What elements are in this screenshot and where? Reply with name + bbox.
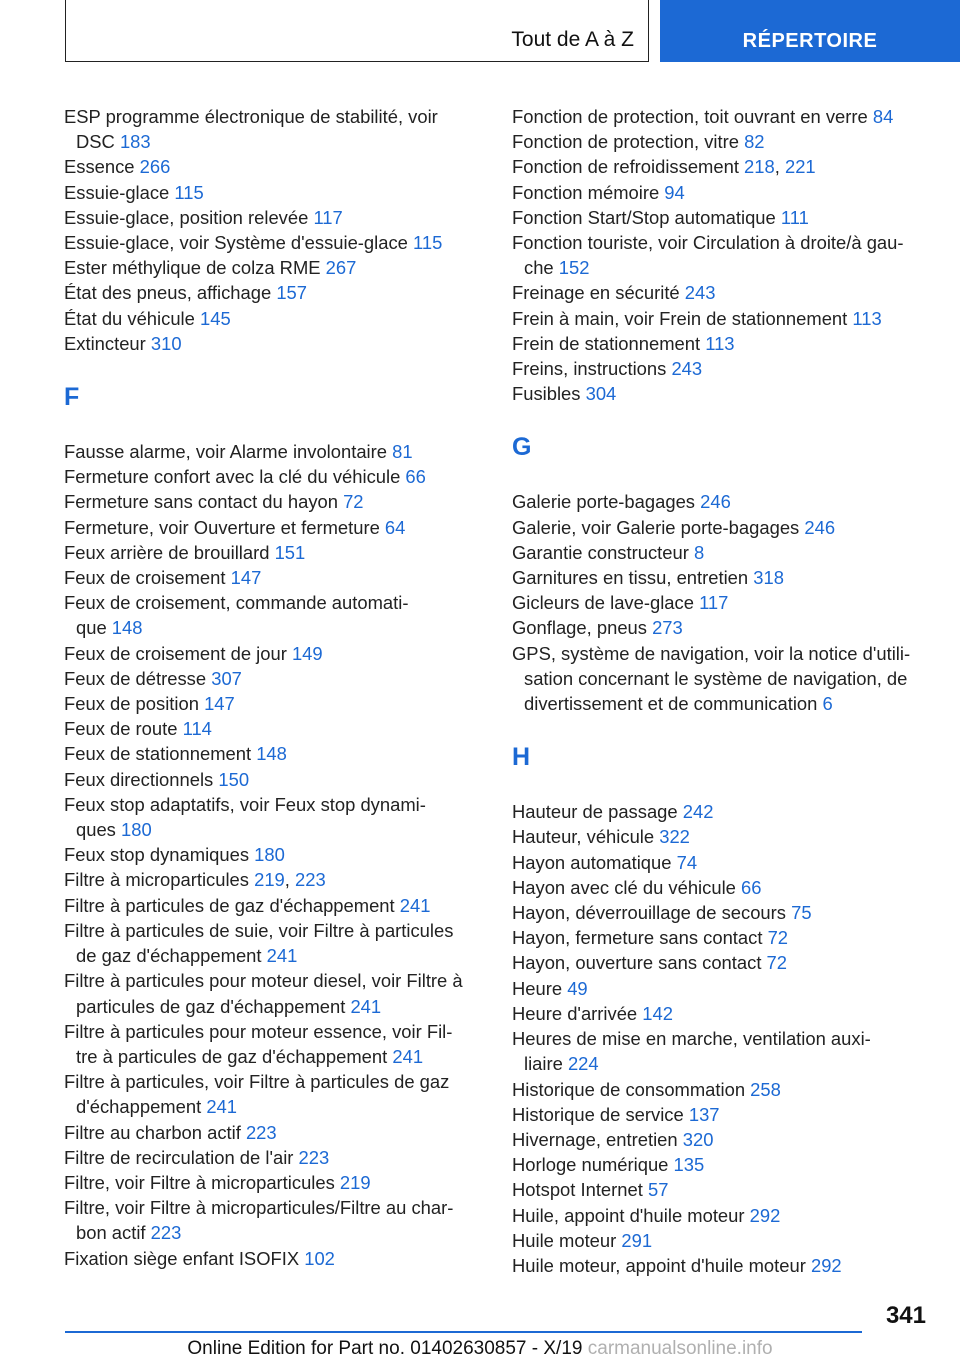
index-entry	[512, 205, 958, 230]
page-link[interactable]: 113	[852, 307, 882, 329]
index-entry	[64, 918, 504, 968]
index-column-right	[512, 104, 958, 1278]
entry-text: Feux directionnels	[64, 768, 219, 790]
entry-text: Fermeture confort avec la clé du véhicule	[64, 466, 406, 488]
index-entry	[64, 741, 504, 766]
page-link[interactable]: 218	[744, 156, 775, 178]
watermark: carmanualsonline.info	[587, 1338, 773, 1359]
entry-text: Fonction Start/Stop automatique	[512, 206, 781, 228]
entry-text: Fermeture sans contact du hayon	[64, 491, 344, 513]
index-entry	[64, 515, 504, 540]
index-entry	[512, 129, 958, 154]
entry-text: Extincteur	[64, 332, 151, 354]
index-entry	[64, 464, 504, 489]
page-link[interactable]: 292	[749, 1204, 781, 1226]
entry-text: Essuie-glace, position relevée	[64, 206, 314, 228]
entry-text: Filtre de recirculation de l'air	[64, 1146, 299, 1168]
page-link[interactable]: 84	[872, 106, 894, 127]
index-entry	[512, 306, 958, 331]
entry-text: Fonction de refroidissement	[512, 156, 745, 178]
page-link[interactable]: 142	[642, 1002, 673, 1024]
index-entry	[64, 489, 504, 514]
page-link[interactable]: 64	[384, 516, 406, 538]
entry-text: Fonction de protection, toit ouvrant en verre	[512, 106, 873, 127]
index-entry	[64, 104, 504, 154]
page-link[interactable]: 81	[392, 441, 413, 463]
entry-text: Freinage en sécurité	[512, 282, 685, 304]
index-entry	[64, 716, 504, 741]
index-entry	[64, 792, 504, 842]
page-link[interactable]: 292	[810, 1254, 842, 1276]
entry-text: État des pneus, affichage	[64, 282, 277, 304]
index-entry	[512, 1026, 958, 1076]
index-entry	[64, 1170, 504, 1195]
index-entry	[64, 641, 504, 666]
index-entry	[64, 767, 504, 792]
index-entry	[64, 691, 504, 716]
entry-text: Hauteur de passage	[512, 801, 683, 823]
index-letter-heading: H	[512, 743, 531, 772]
page-link[interactable]: 115	[174, 181, 204, 203]
index-entry	[512, 180, 958, 205]
entry-text: Filtre à particules pour moteur diesel, voir Filtre à	[64, 970, 463, 992]
entry-text: Garantie constructeur	[512, 541, 694, 563]
page-link[interactable]: 111	[780, 206, 809, 228]
entry-text: Feux de stationnement	[64, 743, 257, 765]
index-entry	[512, 925, 958, 950]
entry-text: Filtre, voir Filtre à microparticules/Filtre au char‐	[64, 1197, 454, 1219]
index-entry	[64, 255, 504, 280]
index-entry	[512, 976, 958, 1001]
page-link[interactable]: 267	[325, 257, 357, 279]
page-link[interactable]: 145	[199, 307, 231, 329]
index-entry	[64, 1120, 504, 1145]
index-entry	[512, 489, 958, 514]
page-link[interactable]: 94	[664, 181, 685, 203]
index-entry	[512, 565, 958, 590]
index-column-left	[64, 104, 504, 1271]
entry-text: Feux de position	[64, 693, 205, 715]
page-link[interactable]: 147	[204, 693, 235, 715]
page-link[interactable]: 147	[230, 567, 262, 589]
entry-text: Huile moteur, appoint d'huile moteur	[512, 1254, 811, 1276]
index-entry	[64, 893, 504, 918]
entry-text: Filtre au charbon actif	[64, 1121, 246, 1143]
index-entry	[512, 641, 958, 717]
index-entry	[512, 104, 958, 129]
tab-index-label: Tout de A à Z	[511, 28, 634, 51]
index-entry	[512, 1001, 958, 1026]
entry-text: Frein à main, voir Frein de stationnement	[512, 307, 853, 329]
index-entry	[512, 799, 958, 824]
entry-text: bon actif	[76, 1222, 151, 1244]
index-entry	[64, 306, 504, 331]
index-entry	[512, 950, 958, 975]
entry-text: Hauteur, véhicule	[512, 826, 660, 848]
page-number: 341	[885, 1302, 926, 1329]
index-entry	[512, 900, 958, 925]
page-link[interactable]: 318	[753, 567, 784, 589]
entry-text: Fonction mémoire	[512, 181, 665, 203]
entry-text: Feux de croisement	[64, 567, 231, 589]
entry-text: Huile moteur	[512, 1229, 622, 1251]
entry-text: Hayon automatique	[512, 851, 677, 873]
entry-text: che	[524, 257, 559, 279]
entry-text: Galerie, voir Galerie porte-bagages	[512, 516, 805, 538]
index-entry	[64, 1019, 504, 1069]
index-entry	[512, 280, 958, 305]
entry-text: Fonction de protection, vitre	[512, 131, 745, 153]
index-entry	[64, 331, 504, 356]
index-entry	[64, 1145, 504, 1170]
page-link[interactable]: 49	[567, 977, 588, 999]
entry-text: Gonflage, pneus	[512, 617, 653, 639]
page-link[interactable]: 115	[413, 232, 443, 254]
entry-text: Feux de croisement, commande automati‐	[64, 592, 409, 614]
entry-text: Historique de consommation	[512, 1078, 751, 1100]
index-entry	[512, 1102, 958, 1127]
page-link[interactable]: 113	[705, 332, 735, 354]
page-link[interactable]: 74	[676, 851, 698, 873]
tab-section[interactable]	[660, 0, 960, 62]
entry-text: Garnitures en tissu, entretien	[512, 567, 754, 589]
entry-text: Hayon, déverrouillage de secours	[512, 902, 792, 924]
index-entry: Filtre à microparticules 219, 223	[64, 869, 326, 891]
entry-text: Feux de route	[64, 718, 183, 740]
footer	[0, 1338, 960, 1360]
index-entry: Fonction de refroidissement 218, 221	[512, 156, 816, 178]
entry-text: Feux stop dynamiques	[64, 844, 255, 866]
index-entry	[512, 1152, 958, 1177]
entry-text: Filtre, voir Filtre à microparticules	[64, 1171, 340, 1193]
entry-text: Essuie-glace, voir Système d'essuie-glace	[64, 232, 414, 254]
entry-text: Hayon, fermeture sans contact	[512, 927, 768, 949]
entry-text: Feux de détresse	[64, 667, 212, 689]
entry-text: Heures de mise en marche, ventilation auxi‐	[512, 1028, 871, 1050]
page-link[interactable]: 157	[276, 282, 308, 304]
page-link[interactable]: 102	[304, 1247, 335, 1269]
tab-index[interactable]	[65, 0, 649, 62]
index-entry	[64, 154, 504, 179]
page-link[interactable]: 151	[274, 541, 306, 563]
page-link[interactable]: 150	[218, 768, 250, 790]
page-link[interactable]: 135	[673, 1154, 705, 1176]
entry-text: Gicleurs de lave-glace	[512, 592, 700, 614]
index-entry	[64, 1246, 504, 1271]
index-entry	[512, 1228, 958, 1253]
entry-text: ESP programme électronique de stabilité, voir	[64, 106, 438, 127]
page-link[interactable]: 180	[254, 844, 285, 866]
index-entry	[64, 666, 504, 691]
page-link[interactable]: 66	[405, 466, 426, 488]
index-entry	[512, 1253, 958, 1278]
page-link[interactable]: 183	[119, 131, 151, 153]
page-link[interactable]: 322	[659, 826, 690, 848]
index-letter-heading: F	[64, 383, 80, 412]
index-entry	[64, 280, 504, 305]
entry-text: d'échappement	[76, 1096, 207, 1118]
entry-text: Ester méthylique de colza RME	[64, 257, 326, 279]
entry-text: Huile, appoint d'huile moteur	[512, 1204, 750, 1226]
index-entry	[512, 824, 958, 849]
entry-text: sation concernant le système de navigation, de	[524, 667, 908, 689]
page-link[interactable]: 57	[647, 1179, 669, 1201]
page-link[interactable]: 148	[256, 743, 287, 765]
entry-text: État du véhicule	[64, 307, 200, 329]
entry-text: Historique de service	[512, 1103, 689, 1125]
entry-text: Feux de croisement de jour	[64, 642, 292, 664]
footer-rule	[65, 1331, 862, 1333]
page-link[interactable]: 241	[206, 1096, 237, 1118]
index-entry	[512, 331, 958, 356]
page-link[interactable]: 224	[567, 1053, 599, 1075]
page-link[interactable]: 117	[313, 206, 343, 228]
entry-text: Fonction touriste, voir Circulation à droite/à gau‐	[512, 232, 904, 254]
page-link[interactable]: 243	[671, 358, 703, 380]
entry-text: GPS, système de navigation, voir la notice d'utili‐	[512, 642, 911, 664]
index-entry	[512, 615, 958, 640]
page-link[interactable]: 307	[211, 667, 242, 689]
index-entry	[64, 439, 504, 464]
entry-text: Frein de stationnement	[512, 332, 706, 354]
page-link[interactable]: 291	[621, 1229, 653, 1251]
page-link[interactable]: 72	[343, 491, 364, 513]
entry-text: Filtre à particules, voir Filtre à particules de gaz	[64, 1071, 450, 1093]
page-link[interactable]: 180	[121, 819, 152, 841]
index-entry	[512, 1127, 958, 1152]
index-entry	[64, 180, 504, 205]
entry-text: Horloge numérique	[512, 1154, 674, 1176]
page-link[interactable]: 6	[822, 693, 833, 715]
page-link[interactable]: 221	[784, 156, 816, 178]
page-link[interactable]: 223	[295, 869, 326, 891]
index-entry	[64, 565, 504, 590]
page-link[interactable]: 246	[700, 491, 731, 513]
page-link[interactable]: 304	[585, 383, 617, 405]
entry-text: Filtre à particules de gaz d'échappement	[64, 894, 400, 916]
entry-text: Hayon, ouverture sans contact	[512, 952, 767, 974]
entry-text: Heure	[512, 977, 568, 999]
index-entry	[512, 1177, 958, 1202]
index-entry	[64, 968, 504, 1018]
page-link[interactable]: 223	[150, 1222, 182, 1244]
index-entry	[512, 1203, 958, 1228]
page-link[interactable]: 149	[291, 642, 323, 664]
page-link[interactable]: 72	[766, 952, 788, 974]
entry-text: Fermeture, voir Ouverture et fermeture	[64, 516, 385, 538]
entry-text: Feux arrière de brouillard	[64, 541, 275, 563]
index-entry	[64, 590, 504, 640]
entry-text: Hayon avec clé du véhicule	[512, 876, 741, 898]
index-entry	[512, 540, 958, 565]
index-letter-heading: G	[512, 433, 532, 462]
entry-text: Feux stop adaptatifs, voir Feux stop dynami‐	[64, 793, 426, 815]
page-link[interactable]: 117	[699, 592, 729, 614]
entry-text: que	[76, 617, 112, 639]
index-entry	[512, 381, 958, 406]
page-link[interactable]: 320	[682, 1128, 714, 1150]
entry-text: Hivernage, entretien	[512, 1128, 683, 1150]
page-link[interactable]: 310	[150, 332, 182, 354]
page-link[interactable]: 114	[182, 718, 212, 740]
page-link[interactable]: 82	[744, 131, 765, 153]
entry-text: Essence	[64, 156, 140, 178]
entry-text: Hotspot Internet	[512, 1179, 648, 1201]
index-entry	[512, 1077, 958, 1102]
page-link[interactable]: 266	[139, 156, 171, 178]
entry-text: Fusibles	[512, 383, 586, 405]
entry-text: Essuie-glace	[64, 181, 175, 203]
page-link[interactable]: 148	[111, 617, 143, 639]
entry-text: DSC	[76, 131, 120, 153]
entry-text: Filtre à particules de suie, voir Filtre à particules	[64, 919, 454, 941]
page-link[interactable]: 242	[682, 801, 714, 823]
page-link[interactable]: 243	[684, 282, 716, 304]
page-link[interactable]: 258	[750, 1078, 781, 1100]
entry-text: particules de gaz d'échappement	[76, 995, 351, 1017]
entry-text: tre à particules de gaz d'échappement	[76, 1045, 393, 1067]
entry-text: Filtre à particules pour moteur essence, voir Fil‐	[64, 1020, 453, 1042]
page-link[interactable]: 152	[558, 257, 590, 279]
entry-text: Filtre à microparticules	[64, 869, 255, 891]
footer-edition: Online Edition for Part no. 01402630857 - X/19	[187, 1338, 583, 1359]
page-link[interactable]: 219	[339, 1171, 371, 1193]
entry-text: de gaz d'échappement	[76, 945, 267, 967]
page-link[interactable]: 66	[741, 876, 762, 898]
page-link[interactable]: 223	[298, 1146, 330, 1168]
index-entry	[64, 1069, 504, 1119]
entry-text: Heure d'arrivée	[512, 1002, 643, 1024]
entry-text: Fixation siège enfant ISOFIX	[64, 1247, 305, 1269]
index-entry	[64, 205, 504, 230]
index-entry	[512, 850, 958, 875]
page-link[interactable]: 219	[254, 869, 285, 891]
entry-text: liaire	[524, 1053, 568, 1075]
entry-text: Fausse alarme, voir Alarme involontaire	[64, 441, 393, 463]
index-entry	[64, 1195, 504, 1245]
page-link[interactable]: 273	[652, 617, 683, 639]
page-link[interactable]: 246	[804, 516, 836, 538]
entry-text: divertissement et de communication	[524, 693, 823, 715]
entry-text: Galerie porte-bagages	[512, 491, 701, 513]
index-entry	[64, 842, 504, 867]
tab-section-label: RÉPERTOIRE	[742, 30, 878, 52]
index-entry	[512, 515, 958, 540]
page-link[interactable]: 137	[688, 1103, 720, 1125]
entry-text: ques	[76, 819, 121, 841]
index-entry	[512, 356, 958, 381]
page-link[interactable]: 72	[767, 927, 789, 949]
index-entry	[512, 590, 958, 615]
index-entry	[64, 540, 504, 565]
index-entry	[512, 230, 958, 280]
page-link[interactable]: 241	[266, 945, 298, 967]
page-link[interactable]: 241	[399, 894, 431, 916]
page-link[interactable]: 241	[392, 1045, 424, 1067]
page-link[interactable]: 241	[350, 995, 382, 1017]
entry-text: Freins, instructions	[512, 358, 672, 380]
page-link[interactable]: 223	[245, 1121, 277, 1143]
page-link[interactable]: 75	[791, 902, 812, 924]
index-entry	[64, 230, 504, 255]
index-entry	[512, 875, 958, 900]
page-link[interactable]: 8	[693, 541, 705, 563]
